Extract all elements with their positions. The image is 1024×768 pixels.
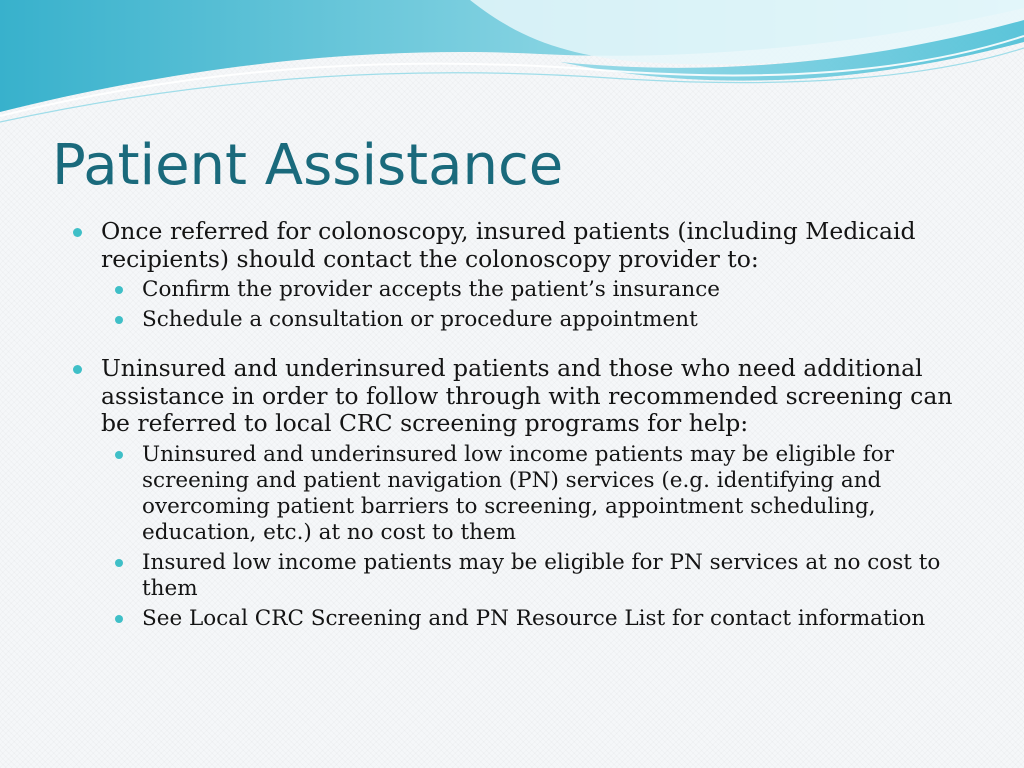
sub-bullet-item: See Local CRC Screening and PN Resource List for contact information <box>111 606 970 632</box>
slide-title: Patient Assistance <box>52 133 564 198</box>
sub-bullet-item: Confirm the provider accepts the patient’s insurance <box>111 277 970 303</box>
sub-bullet-item: Uninsured and underinsured low income patients may be eligible for screening and patient navigation (PN) services (e.g. identifying and overcoming patient barriers to screening, appointment scheduling, education, etc.) at no cost to them <box>111 442 970 546</box>
bullet-item: Uninsured and underinsured patients and those who need additional assistance in order to follow through with recommended screening can be referred to local CRC screening programs for help: <box>70 355 970 438</box>
bullet-list <box>70 218 970 632</box>
sub-bullet-item: Schedule a consultation or procedure appointment <box>111 307 970 333</box>
bullet-item: Once referred for colonoscopy, insured patients (including Medicaid recipients) should contact the colonoscopy provider to: <box>70 218 970 273</box>
header-wave-decoration <box>0 0 1024 125</box>
sub-bullet-item: Insured low income patients may be eligible for PN services at no cost to them <box>111 550 970 602</box>
